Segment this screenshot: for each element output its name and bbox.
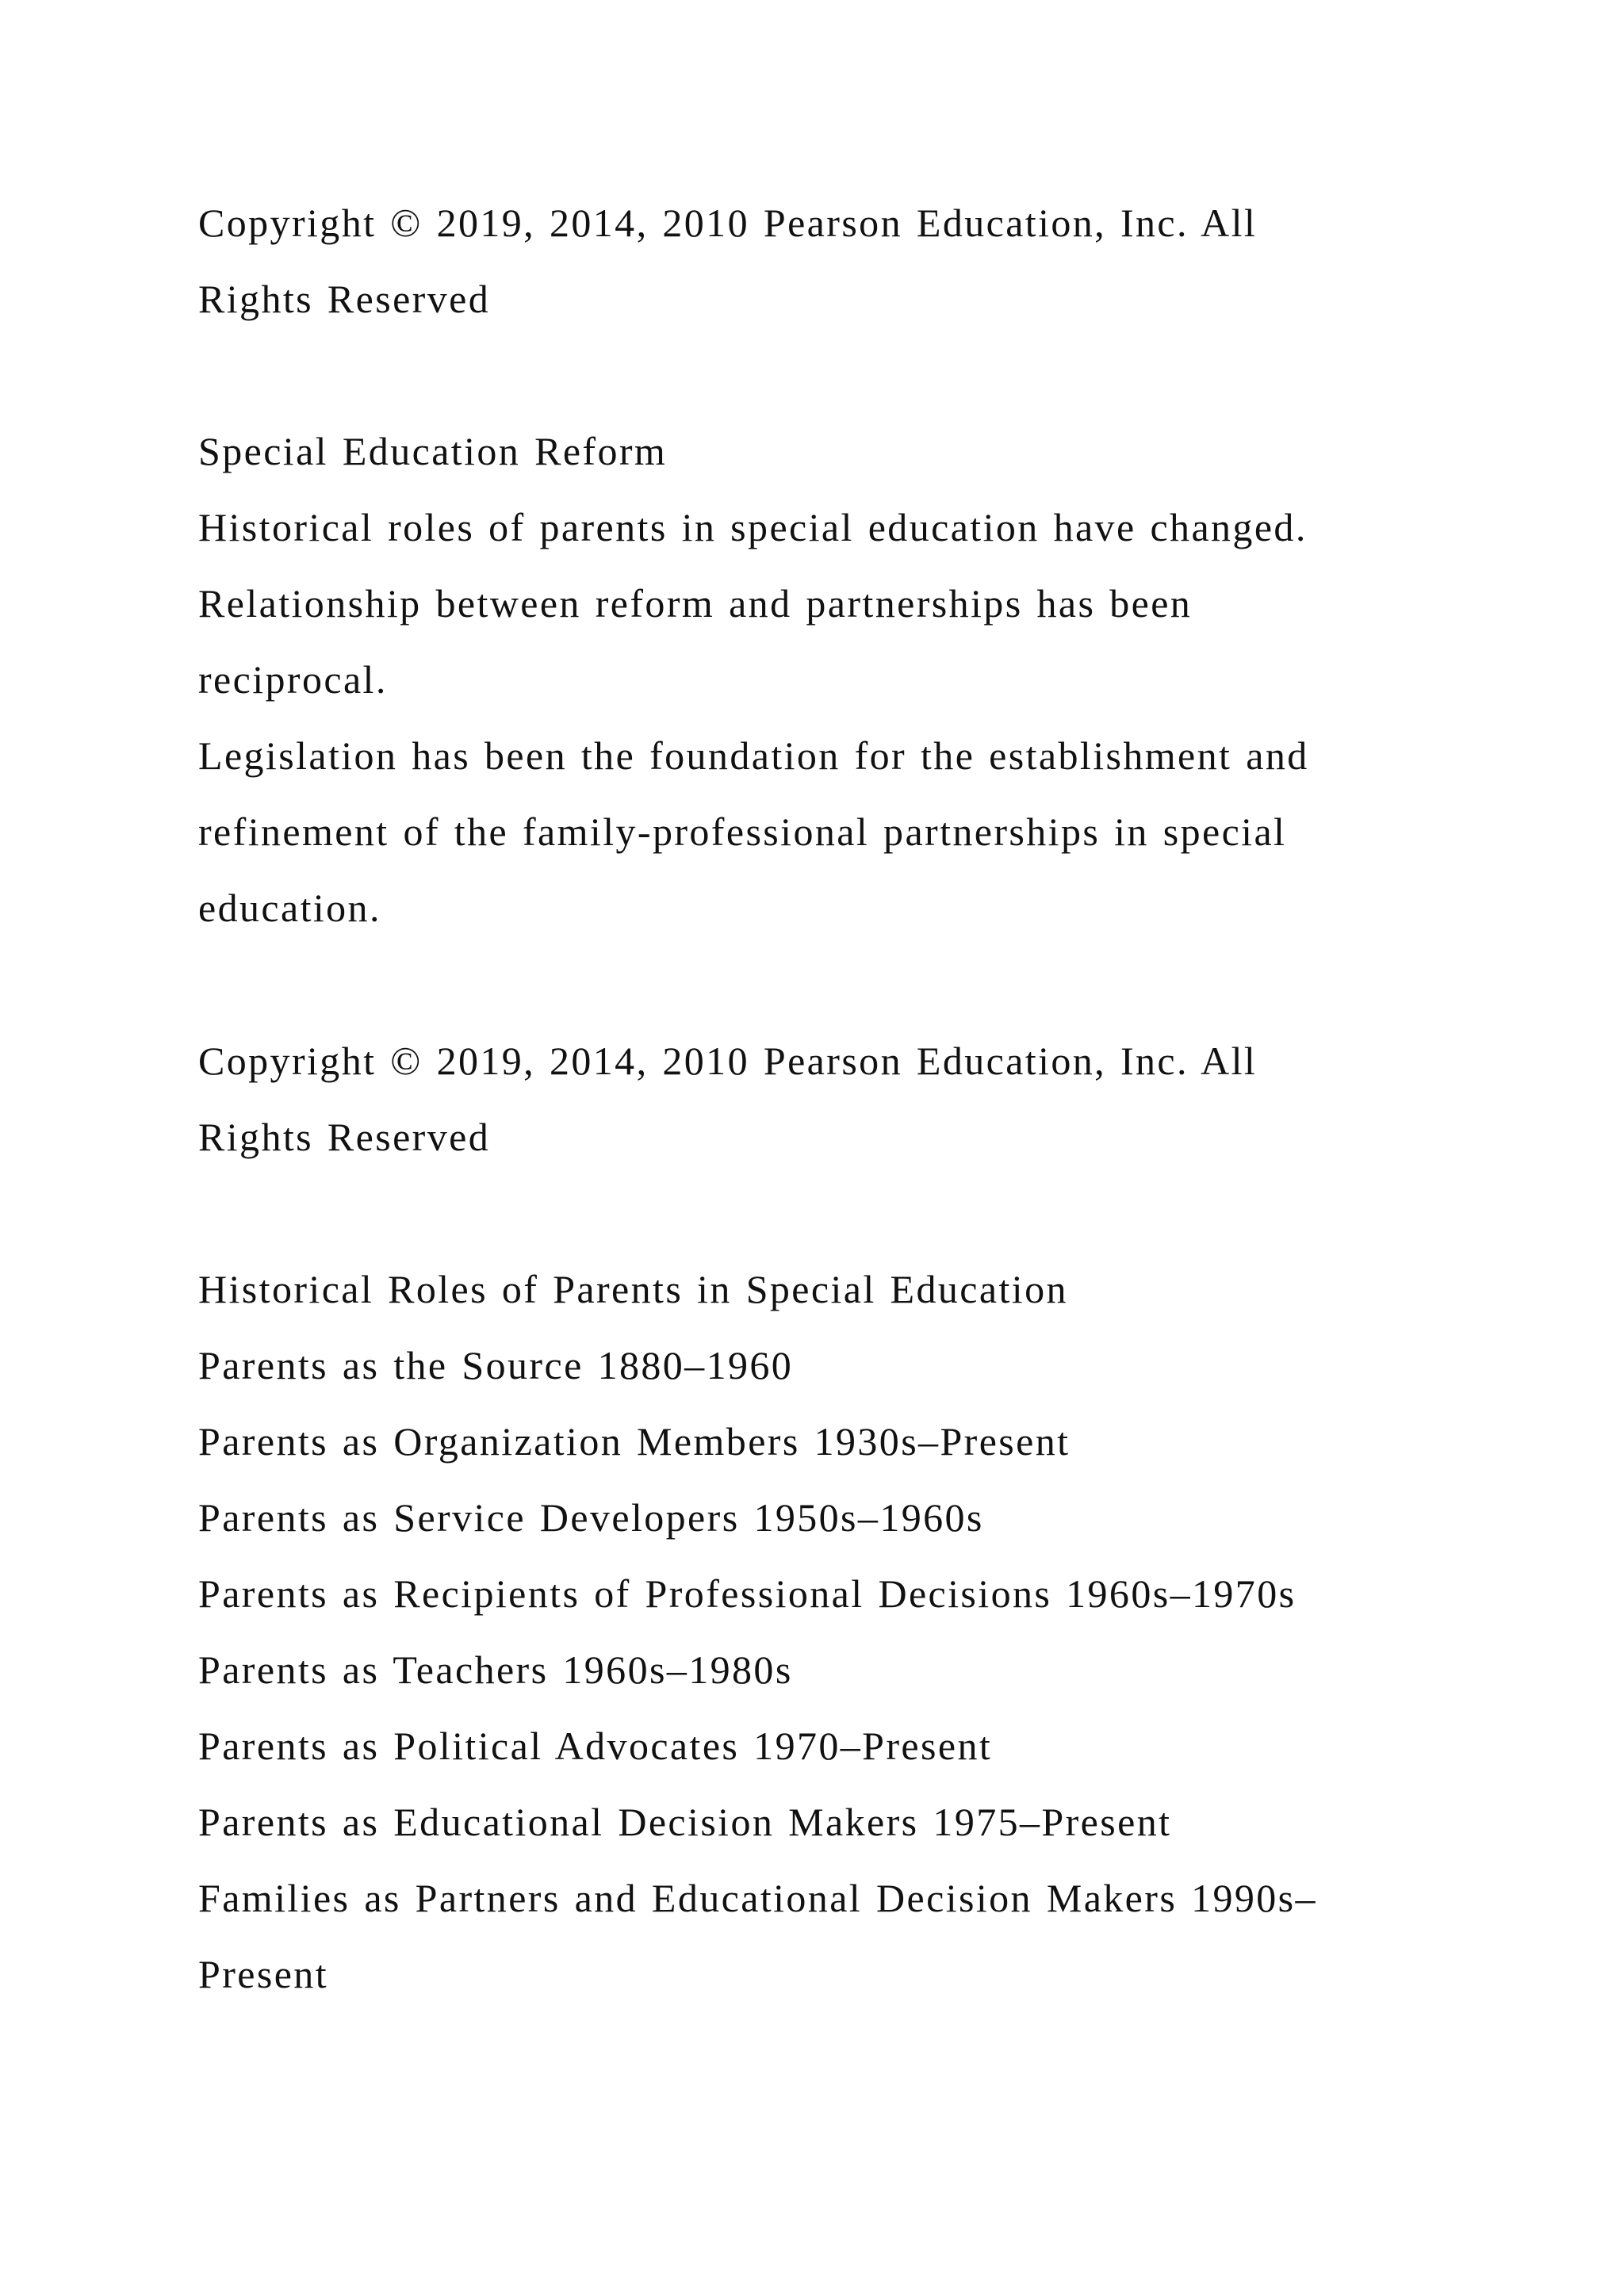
copyright-line: Rights Reserved: [198, 1115, 491, 1159]
role-list-item: Parents as Political Advocates 1970–Present: [198, 1724, 993, 1768]
copyright-line: Rights Reserved: [198, 277, 491, 321]
copyright-line: Copyright © 2019, 2014, 2010 Pearson Education, Inc. All: [198, 1039, 1258, 1083]
role-list-item: Families as Partners and Educational Decision Makers 1990s–: [198, 1876, 1317, 1920]
role-list-item: Parents as Recipients of Professional Decisions 1960s–1970s: [198, 1571, 1297, 1616]
paragraph-line: Legislation has been the foundation for the establishment and: [198, 733, 1309, 778]
role-list-item: Present: [198, 1952, 328, 1996]
section-heading: Historical Roles of Parents in Special Education: [198, 1267, 1068, 1311]
paragraph-line: education.: [198, 886, 381, 930]
paragraph-line: Historical roles of parents in special education have changed.: [198, 505, 1308, 549]
role-list-item: Parents as Educational Decision Makers 1975–Present: [198, 1800, 1172, 1844]
historical-roles-section: [198, 1251, 1467, 2012]
paragraph-line: refinement of the family-professional partnerships in special: [198, 809, 1287, 854]
role-list-item: Parents as Service Developers 1950s–1960s: [198, 1495, 984, 1540]
role-list-item: Parents as Teachers 1960s–1980s: [198, 1647, 793, 1692]
special-education-reform-section: [198, 413, 1467, 946]
paragraph-line: Relationship between reform and partnerships has been: [198, 581, 1193, 626]
role-list-item: Parents as the Source 1880–1960: [198, 1343, 794, 1387]
role-list-item: Parents as Organization Members 1930s–Present: [198, 1419, 1071, 1464]
paragraph-line: reciprocal.: [198, 657, 388, 702]
section-heading: Special Education Reform: [198, 429, 668, 473]
copyright-line: Copyright © 2019, 2014, 2010 Pearson Education, Inc. All: [198, 201, 1258, 245]
copyright-notice-1: [198, 185, 1467, 337]
copyright-notice-2: [198, 1023, 1467, 1175]
